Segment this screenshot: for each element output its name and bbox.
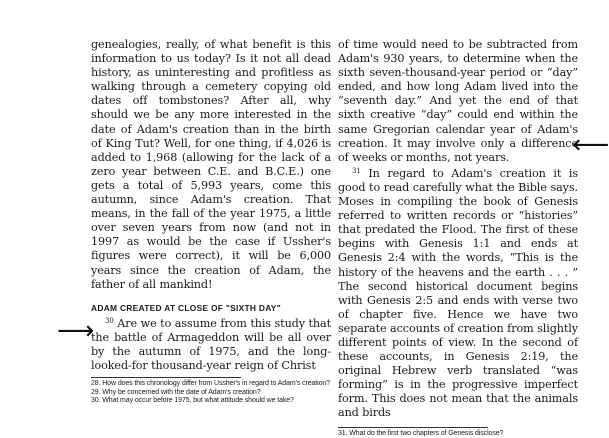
paragraph-number-31: 31 <box>352 166 361 175</box>
footnote-29: 29. Why be concerned with the date of Adam's creation? <box>91 388 261 396</box>
footnote-28: 28. How does this chronology differ from Ussher's in regard to Adam's creation? <box>91 380 330 388</box>
left-paragraph-1: genealogies, really, of what benefit is this information to us today? Is it not all dead history, as uninteresting and profitless as walking through a cemetery copying old dates off tombstones? After all, why should we be any more interested in the date of Adam's creation than in the birth of King Tut? Well, for one thing, if 4,026 is added to 1,968 (allowing for the lack of a zero year between C.E. and B.C.E.) one gets a total of 5,993 years, come this autumn, since Adam's creation. That means, in the fall of the year 1975, a little over seven years from now (and not in 1997 as would be the case if Ussher's figures were correct), it will be 6,000 years since the creation of Adam, the father of all mankind! <box>91 38 331 291</box>
left-paragraph-30 <box>91 317 331 373</box>
left-paragraph-30-text: Are we to assume from this study that the battle of Armageddon will be all over by the autumn of 1975, and the long-looked-for thousand-year reign of Christ <box>91 316 331 373</box>
right-arrow-icon: ⟶ <box>57 316 95 346</box>
paragraph-number-30: 30 <box>105 316 114 325</box>
left-arrow-icon: ⟵ <box>572 130 609 160</box>
footnote-31: 31. What do the first two chapters of Genesis disclose? <box>338 429 504 437</box>
right-column <box>338 38 578 438</box>
footnote-30: 30. What may occur before 1975, but what attitude should we take? <box>91 396 294 404</box>
right-paragraph-31 <box>338 167 578 421</box>
right-paragraph-1: of time would need to be subtracted from Adam's 930 years, to determine when the sixth seven-thousand-year period or “day” ended, and how long Adam lived into the “seventh day.” And yet the end of that sixth creative “day” could end within the same Gregorian calendar year of Adam's creation. It may involve only a difference of weeks or months, not years. <box>338 38 578 164</box>
left-column <box>91 38 331 405</box>
right-footnotes <box>338 427 504 438</box>
section-heading: ADAM CREATED AT CLOSE OF "SIXTH DAY" <box>91 302 281 313</box>
left-footnotes <box>91 377 330 405</box>
right-paragraph-31-text: In regard to Adam's creation it is good to read carefully what the Bible says. Moses in compiling the book of Genesis referred to written records or “histories” that predated the Flood. The first of these begins with Genesis 1:1 and ends at Genesis 2:4 with the words, “This is the history of the heavens and the earth . . . ” The second historical document begins with Genesis 2:5 and ends with verse two of chapter five. Hence we have two separate accounts of creation from slightly different points of view. In the second of these accounts, in Genesis 2:19, the original Hebrew verb translated “was forming” is in the progressive imperfect form. This does not mean that the animals and birds <box>338 166 578 420</box>
